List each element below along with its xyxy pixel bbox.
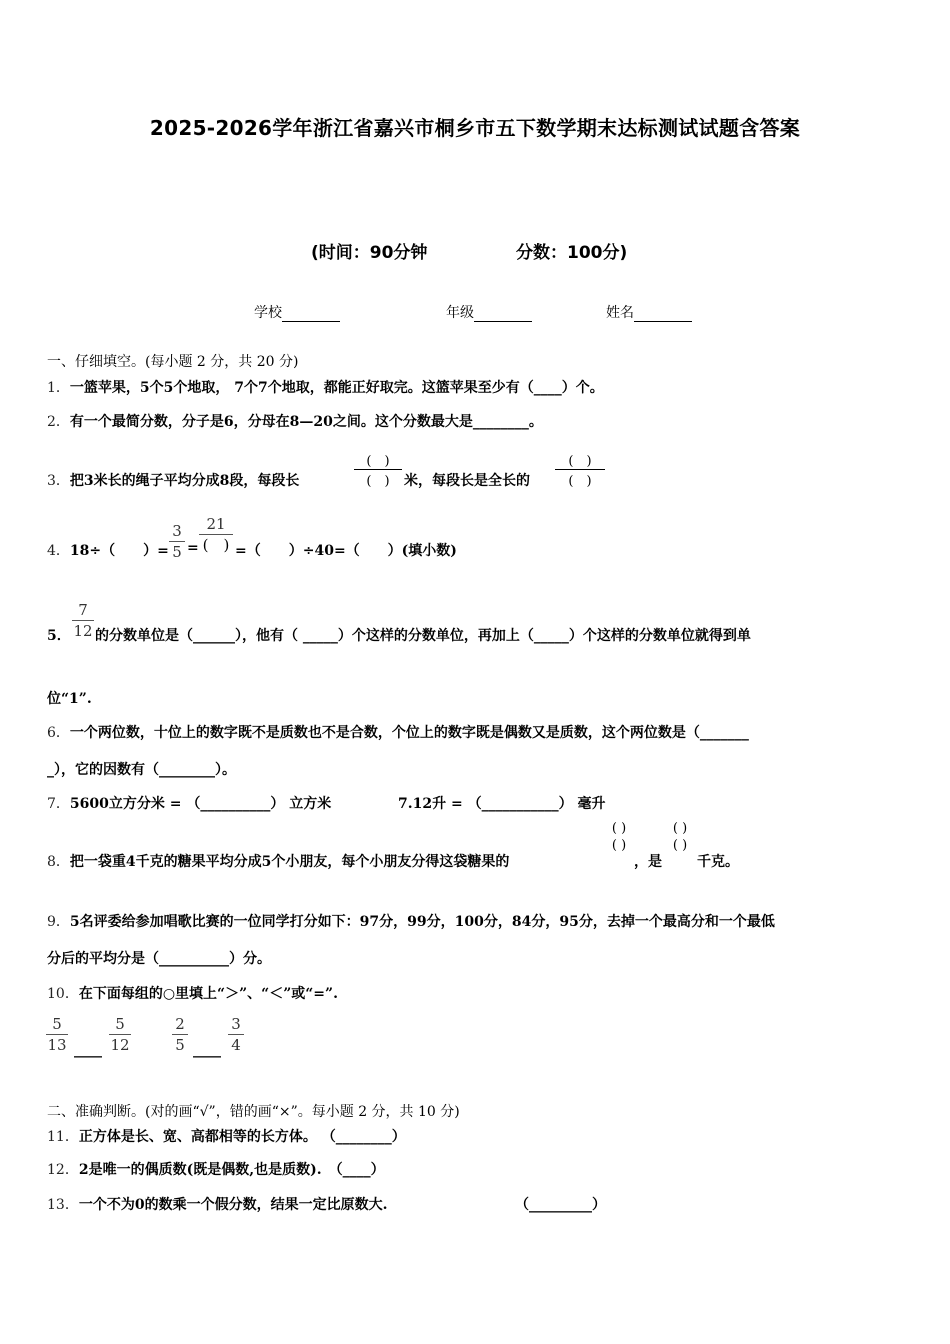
grade-blank [474, 307, 532, 322]
question-13-answer: （_________） [515, 1197, 606, 1213]
q10-compare-blank-2: ____ [193, 1042, 221, 1058]
name-field [606, 302, 692, 322]
school-field [254, 302, 340, 322]
page-title: 2025-2026学年浙江省嘉兴市桐乡市五下数学期末达标测试试题含答案 [149, 116, 801, 140]
question-6-line-2: _），它的因数有（________）。 [47, 762, 236, 778]
q10-fraction-3-4: 3 4 [228, 1014, 244, 1055]
school-blank [282, 307, 340, 322]
question-11: 11．正方体是长、宽、高都相等的长方体。 （________） [47, 1129, 406, 1145]
question-3: 3．把3米长的绳子平均分成8段，每段长 [47, 473, 300, 489]
q4-fraction-3-5: 3 5 [169, 521, 185, 562]
question-12: 12．2是唯一的偶质数(既是偶数,也是质数). （____） [47, 1162, 385, 1178]
question-5-num: 5． [47, 628, 71, 644]
section-true-false: 二、准确判断。(对的画“√”，错的画“×”。每小题 2 分，共 10 分) [47, 1104, 460, 1120]
question-5-line-2: 位“1”. [47, 691, 92, 707]
question-3-part-2: 米，每段长是全长的 [404, 473, 530, 489]
question-7: 7．5600立方分米 = （__________） 立方米 [47, 796, 332, 812]
question-8-part-2: ，是 [634, 854, 662, 870]
question-9: 9．5名评委给参加唱歌比赛的一位同学打分如下：97分，99分，100分，84分，95分，去掉一个最高分和一个最低 [47, 914, 775, 930]
q8-fraction-2: ( ) ( ) [672, 821, 688, 853]
name-label: 姓名 [606, 305, 634, 321]
section-fill-in: 一、仔细填空。(每小题 2 分，共 20 分) [47, 354, 299, 370]
q8-fraction-1: ( ) ( ) [611, 821, 627, 853]
question-6: 6．一个两位数，十位上的数字既不是质数也不是合数，个位上的数字既是偶数又是质数，这个两位数是（_______ [47, 725, 749, 741]
name-blank [634, 307, 692, 322]
q10-fraction-5-12: 5 12 [110, 1015, 130, 1054]
question-8-part-3: 千克。 [697, 854, 739, 870]
q4-equals: = [187, 540, 199, 556]
question-10: 10．在下面每组的○里填上“＞”、“＜”或“=”. [47, 986, 338, 1002]
question-4-rest: =（ ）÷40=（ ）(填小数) [235, 543, 457, 559]
q3-fraction-2: ( ) ( ) [555, 450, 605, 489]
q10-compare-blank-1: ____ [74, 1042, 102, 1058]
question-9-line-2: 分后的平均分是（__________）分。 [47, 951, 271, 967]
question-1: 1．一篮苹果，5个5个地取， 7个7个地取，都能正好取完。这篮苹果至少有（____）个。 [47, 380, 604, 396]
grade-field [446, 302, 532, 322]
question-2: 2．有一个最简分数，分子是6，分母在8—20之间。这个分数最大是________。 [47, 414, 543, 430]
q3-fraction-1: ( ) ( ) [354, 450, 402, 489]
score-label: 分数：100分) [516, 243, 628, 263]
q10-fraction-5-13: 5 13 [47, 1015, 67, 1054]
q10-fraction-2-5: 2 5 [172, 1014, 188, 1055]
q4-fraction-21: 21 ( ) [199, 514, 233, 555]
q5-fraction-7-12: 7 12 [73, 601, 93, 640]
question-5: 的分数单位是（______），他有（ _____）个这样的分数单位，再加上（_____）个这样的分数单位就得到单 [95, 628, 751, 644]
time-label: (时间：90分钟 [311, 243, 428, 263]
question-7-part-2: 7.12升 = （___________） 毫升 [398, 796, 606, 812]
question-4: 4．18÷（ ）= [47, 543, 169, 559]
question-8: 8．把一袋重4千克的糖果平均分成5个小朋友，每个小朋友分得这袋糖果的 [47, 854, 510, 870]
question-13: 13．一个不为0的数乘一个假分数，结果一定比原数大. [47, 1197, 388, 1213]
grade-label: 年级 [446, 305, 474, 321]
school-label: 学校 [254, 305, 282, 321]
